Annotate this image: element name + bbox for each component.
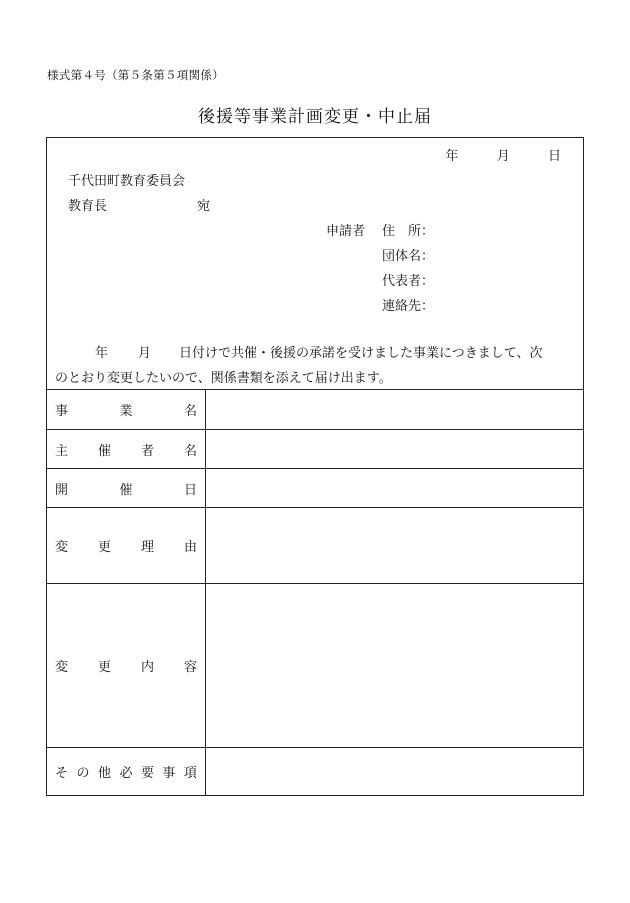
notice-line-1: 年 月 日付けで共催・後援の承諾を受けました事業につきまして、次 bbox=[95, 346, 543, 361]
applicant-address-label: 住 所： bbox=[382, 224, 435, 239]
change-details-field[interactable] bbox=[206, 584, 583, 747]
applicant-group-label: 団体名： bbox=[382, 249, 435, 264]
row-label: 開 催 日 bbox=[47, 469, 206, 507]
applicant-prefix: 申請者 bbox=[326, 224, 366, 239]
applicant-rep-label: 代表者： bbox=[382, 274, 435, 289]
change-reason-field[interactable] bbox=[206, 508, 583, 583]
event-name-field[interactable] bbox=[206, 390, 583, 429]
recipient-title: 教育長 bbox=[68, 199, 108, 214]
notice-line-2: のとおり変更したいので、関係書類を添えて届け出ます。 bbox=[55, 371, 392, 386]
event-date-field[interactable] bbox=[206, 469, 583, 507]
date-day-label: 日 bbox=[547, 149, 561, 164]
form-number: 様式第４号（第５条第５項関係） bbox=[47, 68, 224, 82]
row-label: そ の 他 必 要 事 項 bbox=[47, 748, 206, 795]
organizer-field[interactable] bbox=[206, 430, 583, 468]
recipient-org: 千代田町教育委員会 bbox=[68, 174, 186, 189]
table-row-change-details bbox=[47, 583, 583, 747]
form-frame bbox=[46, 137, 584, 796]
table-row-event-date bbox=[47, 468, 583, 507]
row-label: 変 更 理 由 bbox=[47, 508, 206, 583]
other-matters-field[interactable] bbox=[206, 748, 583, 795]
table-row-other-matters bbox=[47, 747, 583, 795]
notice-text bbox=[55, 341, 577, 391]
applicant-contact-label: 連絡先： bbox=[382, 299, 435, 314]
table-row-organizer bbox=[47, 429, 583, 468]
row-label: 主 催 者 名 bbox=[47, 430, 206, 468]
table-row-event-name bbox=[47, 389, 583, 429]
date-month-label: 月 bbox=[496, 149, 510, 164]
row-label: 事 業 名 bbox=[47, 390, 206, 429]
table-row-change-reason bbox=[47, 507, 583, 583]
page-title: 後援等事業計画変更・中止届 bbox=[198, 107, 432, 127]
row-label: 変 更 内 容 bbox=[47, 584, 206, 747]
date-year-label: 年 bbox=[445, 149, 459, 164]
date-line bbox=[417, 145, 561, 164]
recipient-suffix: 宛 bbox=[197, 199, 211, 214]
